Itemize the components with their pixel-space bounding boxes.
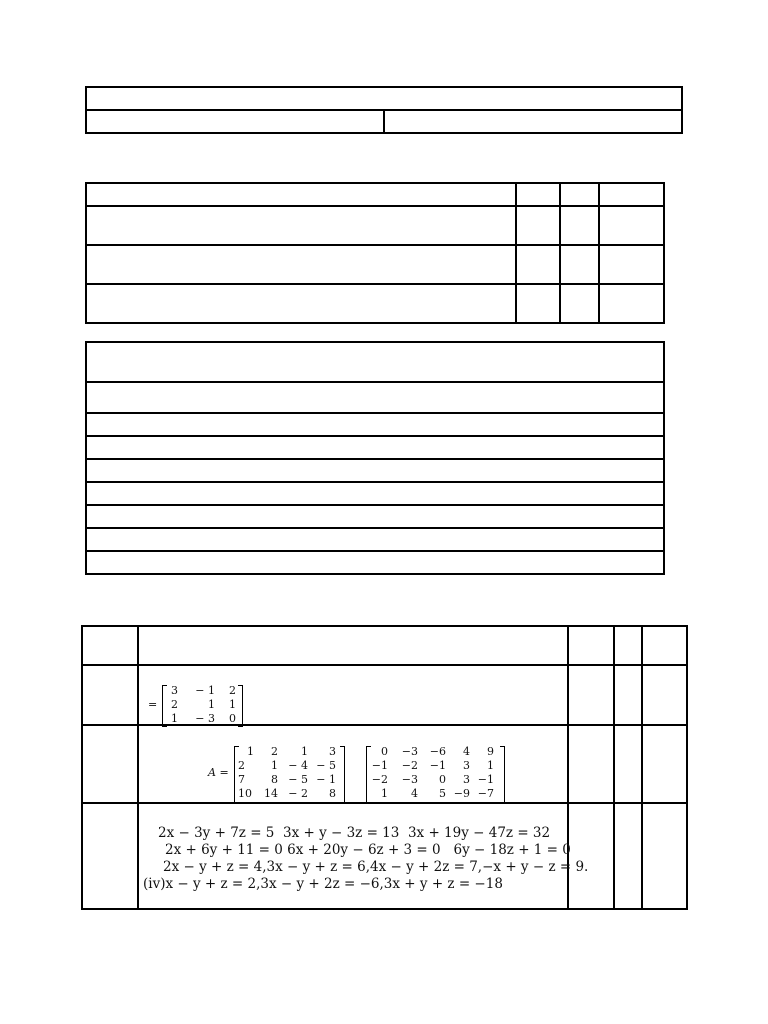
matrix-cell: 0: [381, 745, 388, 758]
matrix-cell: 2: [171, 698, 178, 711]
matrix-cell: 0: [439, 773, 446, 786]
info-cell: [86, 284, 516, 323]
matrix-cell: −3: [401, 745, 418, 758]
equation-line: 2x − 3y + 7z = 5 3x + y − 3z = 13 3x + 19y − 47z = 32: [158, 825, 551, 841]
question-meta-cell: [642, 725, 687, 803]
matrix-cell: −1: [477, 773, 494, 786]
instructions-row: [86, 459, 664, 482]
matrix-cell: − 1: [316, 773, 336, 786]
info-cell: [86, 245, 516, 284]
matrix-cell: 3: [463, 759, 470, 772]
question-meta-cell: [568, 665, 614, 725]
equation-line: 2x − y + z = 4,3x − y + z = 6,4x − y + 2z = 7,−x + y − z = 9.: [163, 859, 589, 875]
matrix-cell: 3: [463, 773, 470, 786]
info-cell: [560, 183, 599, 206]
info-cell: [516, 183, 560, 206]
info-cell: [599, 284, 664, 323]
matrix-cell: 2: [229, 684, 236, 697]
instructions-row: [86, 413, 664, 436]
question-text-cell: [138, 626, 568, 665]
info-cell: [599, 206, 664, 245]
question-meta-cell: [642, 803, 687, 909]
info-cell: [599, 183, 664, 206]
question-meta-cell: [642, 626, 687, 665]
question-number-cell: [82, 626, 138, 665]
matrix-cell: − 3: [195, 712, 215, 725]
matrix-cell: 1: [301, 745, 308, 758]
matrix-cell: 1: [487, 759, 494, 772]
matrix-cell: −6: [429, 745, 446, 758]
matrix-cell: − 4: [288, 759, 308, 772]
matrix-cell: 1: [247, 745, 254, 758]
matrix-a-equals: =: [148, 698, 158, 711]
matrix-cell: 2: [238, 759, 245, 772]
matrix-cell: 5: [439, 787, 446, 800]
matrix-cell: 14: [264, 787, 278, 800]
matrix-cell: 10: [238, 787, 252, 800]
equation-line: 2x + 6y + 11 = 0 6x + 20y − 6z + 3 = 0 6y − 18z + 1 = 0: [165, 842, 571, 858]
matrix-cell: − 1: [195, 684, 215, 697]
question-meta-cell: [614, 803, 642, 909]
info-table: [85, 182, 665, 324]
question-meta-cell: [568, 626, 614, 665]
info-cell: [560, 284, 599, 323]
equation-line: (iv)x − y + z = 2,3x − y + 2z = −6,3x + y + z = −18: [143, 876, 503, 892]
matrix-cell: 8: [329, 787, 336, 800]
instructions-row: [86, 436, 664, 459]
matrix-c: [364, 745, 514, 803]
matrix-cell: − 2: [288, 787, 308, 800]
info-cell: [560, 245, 599, 284]
matrix-cell: −3: [401, 773, 418, 786]
header-cell: [86, 87, 682, 110]
matrix-cell: −1: [429, 759, 446, 772]
matrix-cell: 1: [208, 698, 215, 711]
info-cell: [86, 206, 516, 245]
matrix-cell: − 5: [288, 773, 308, 786]
matrix-cell: 1: [229, 698, 236, 711]
instructions-row: [86, 382, 664, 413]
header-table: [85, 86, 683, 134]
matrix-cell: −9: [453, 787, 470, 800]
info-cell: [516, 245, 560, 284]
question-number-cell: [82, 803, 138, 909]
header-cell: [384, 110, 682, 133]
info-cell: [86, 183, 516, 206]
matrix-cell: 9: [487, 745, 494, 758]
matrix-cell: 3: [171, 684, 178, 697]
question-number-cell: [82, 725, 138, 803]
matrix-b: [208, 745, 348, 803]
header-cell: [86, 110, 384, 133]
instructions-row: [86, 528, 664, 551]
instructions-row: [86, 505, 664, 528]
matrix-cell: −1: [371, 759, 388, 772]
matrix-cell: 1: [271, 759, 278, 772]
matrix-cell: 3: [329, 745, 336, 758]
question-meta-cell: [568, 725, 614, 803]
question-meta-cell: [614, 626, 642, 665]
question-meta-cell: [614, 665, 642, 725]
matrix-cell: 8: [271, 773, 278, 786]
matrix-cell: 0: [229, 712, 236, 725]
info-cell: [516, 284, 560, 323]
matrix-cell: 2: [271, 745, 278, 758]
question-meta-cell: [642, 665, 687, 725]
matrix-b-label: A =: [208, 766, 229, 779]
matrix-cell: 4: [411, 787, 418, 800]
matrix-a: [146, 684, 246, 726]
info-cell: [560, 206, 599, 245]
matrix-cell: 1: [381, 787, 388, 800]
matrix-cell: − 5: [316, 759, 336, 772]
question-number-cell: [82, 665, 138, 725]
matrix-cell: −2: [401, 759, 418, 772]
matrix-cell: −2: [371, 773, 388, 786]
instructions-table: [85, 341, 665, 575]
matrix-cell: 4: [463, 745, 470, 758]
matrix-cell: 1: [171, 712, 178, 725]
instructions-row: [86, 551, 664, 574]
info-cell: [599, 245, 664, 284]
info-cell: [516, 206, 560, 245]
question-meta-cell: [568, 803, 614, 909]
instructions-row: [86, 342, 664, 382]
question-meta-cell: [614, 725, 642, 803]
matrix-cell: 7: [238, 773, 245, 786]
matrix-cell: −7: [477, 787, 494, 800]
instructions-row: [86, 482, 664, 505]
